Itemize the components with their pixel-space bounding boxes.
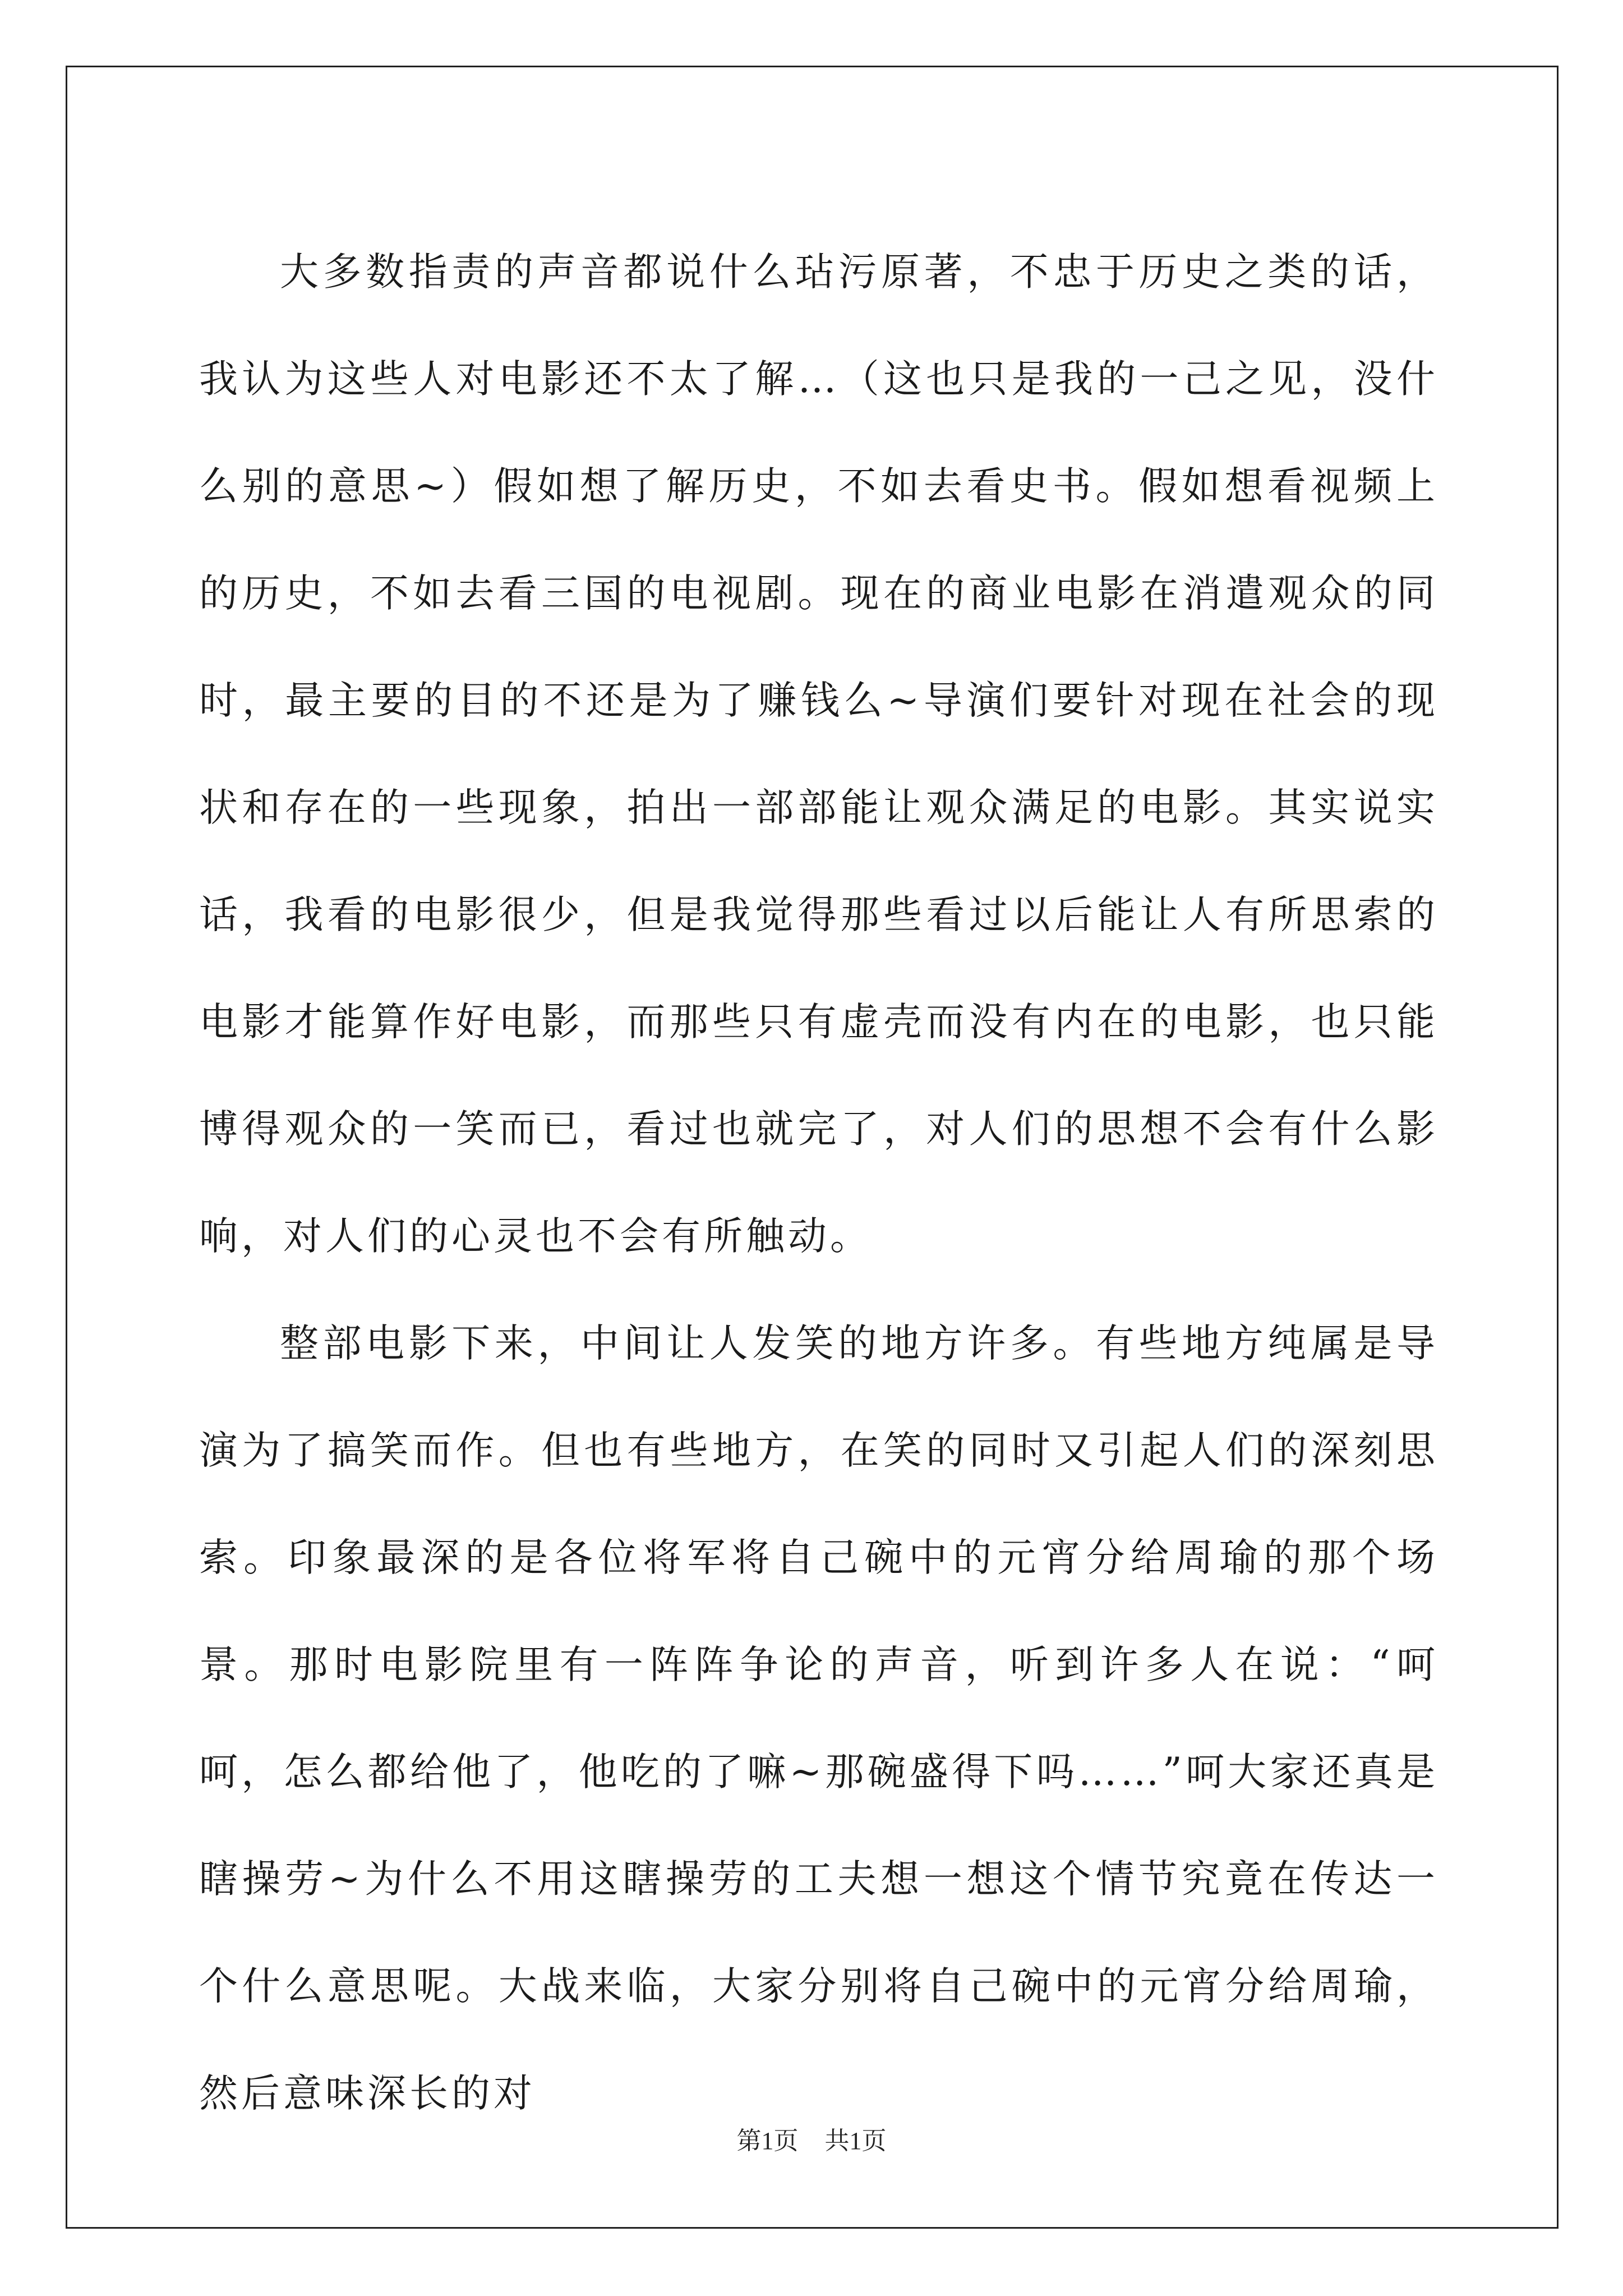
- paragraph-2: 整部电影下来，中间让人发笑的地方许多。有些地方纯属是导演为了搞笑而作。但也有些地方，在笑的同时又引起人们的深刻思索。印象最深的是各位将军将自己碗中的元宵分给周瑜的那个场景。那时电影院里有一阵阵争论的声音，听到许多人在说：“呵呵，怎么都给他了，他吃的了嘛~那碗盛得下吗……”呵大家还真是瞎操劳~为什么不用这瞎操劳的工夫想一想这个情节究竟在传达一个什么意思呢。大战来临，大家分别将自己碗中的元宵分给周瑜，然后意味深长的对: [199, 1321, 1438, 2116]
- paragraph-1: 大多数指责的声音都说什么玷污原著，不忠于历史之类的话，我认为这些人对电影还不太了解…（这也只是我的一己之见，没什么别的意思~）假如想了解历史，不如去看史书。假如想看视频上的历史，不如去看三国的电视剧。现在的商业电影在消遣观众的同时，最主要的目的不还是为了赚钱么~导演们要针对现在社会的现状和存在的一些现象，拍出一部部能让观众满足的电影。其实说实话，我看的电影很少，但是我觉得那些看过以后能让人有所思索的电影才能算作好电影，而那些只有虚壳而没有内在的电影，也只能博得观众的一笑而已，看过也就完了，对人们的思想不会有什么影响，对人们的心灵也不会有所触动。: [199, 250, 1438, 1259]
- document-body: [199, 219, 1438, 2147]
- page-number-total: 共1页: [824, 2127, 887, 2155]
- page-number-current: 第1页: [736, 2127, 799, 2155]
- page-footer: [0, 2120, 1623, 2156]
